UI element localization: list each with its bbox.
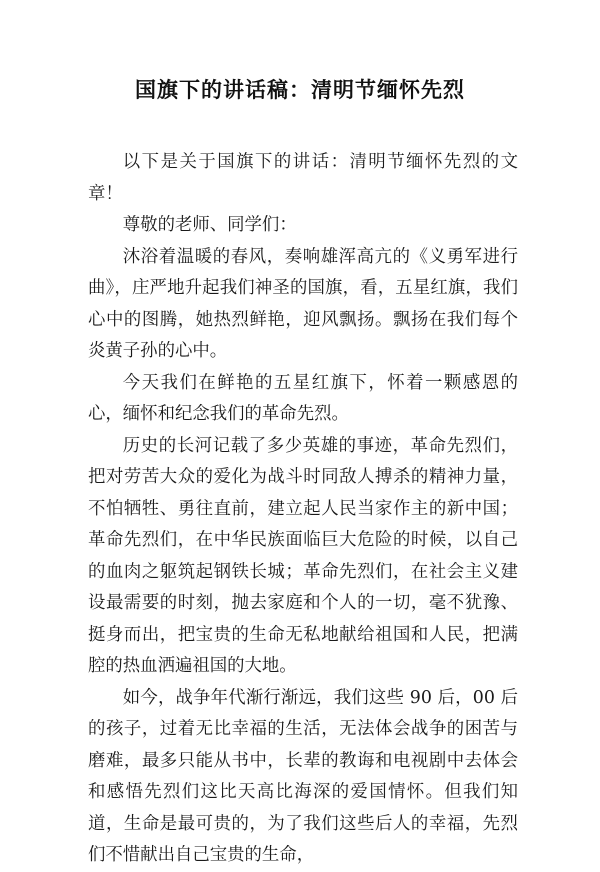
paragraph-today: 如今，战争年代渐行渐远，我们这些 90 后，00 后的孩子，过着无比幸福的生活，无法体会战争的困苦与磨难，最多只能从书中，长辈的教诲和电视剧中去体会和感悟先烈们这比天高比海深的爱国情怀。但我们知道，生命是最可贵的，为了我们这些后人的幸福，先烈们不惜献出自己宝贵的生命，	[88, 687, 518, 865]
paragraph-greeting: 尊敬的老师、同学们：	[122, 215, 297, 235]
document-title: 国旗下的讲话稿：清明节缅怀先烈	[135, 78, 465, 102]
paragraph-commemoration: 今天我们在鲜艳的五星红旗下，怀着一颗感恩的心，缅怀和纪念我们的革命先烈。	[88, 372, 518, 424]
paragraph-intro: 以下是关于国旗下的讲话：清明节缅怀先烈的文章！	[88, 152, 518, 204]
paragraph-flag-raising: 沐浴着温暖的春风，奏响雄浑高亢的《义勇军进行曲》，庄严地升起我们神圣的国旗，看，五星红旗，我们心中的图腾，她热烈鲜艳，迎风飘扬。飘扬在我们每个炎黄子孙的心中。	[88, 246, 518, 361]
document-body	[88, 147, 518, 872]
paragraph-history: 历史的长河记载了多少英雄的事迹，革命先烈们，把对劳苦大众的爱化为战斗时同敌人搏杀的精神力量，不怕牺牲、勇往直前，建立起人民当家作主的新中国；革命先烈们，在中华民族面临巨大危险的时候，以自己的血肉之躯筑起钢铁长城；革命先烈们，在社会主义建设最需要的时刻，抛去家庭和个人的一切，毫不犹豫、挺身而出，把宝贵的生命无私地献给祖国和人民，把满腔的热血洒遍祖国的大地。	[88, 435, 518, 676]
